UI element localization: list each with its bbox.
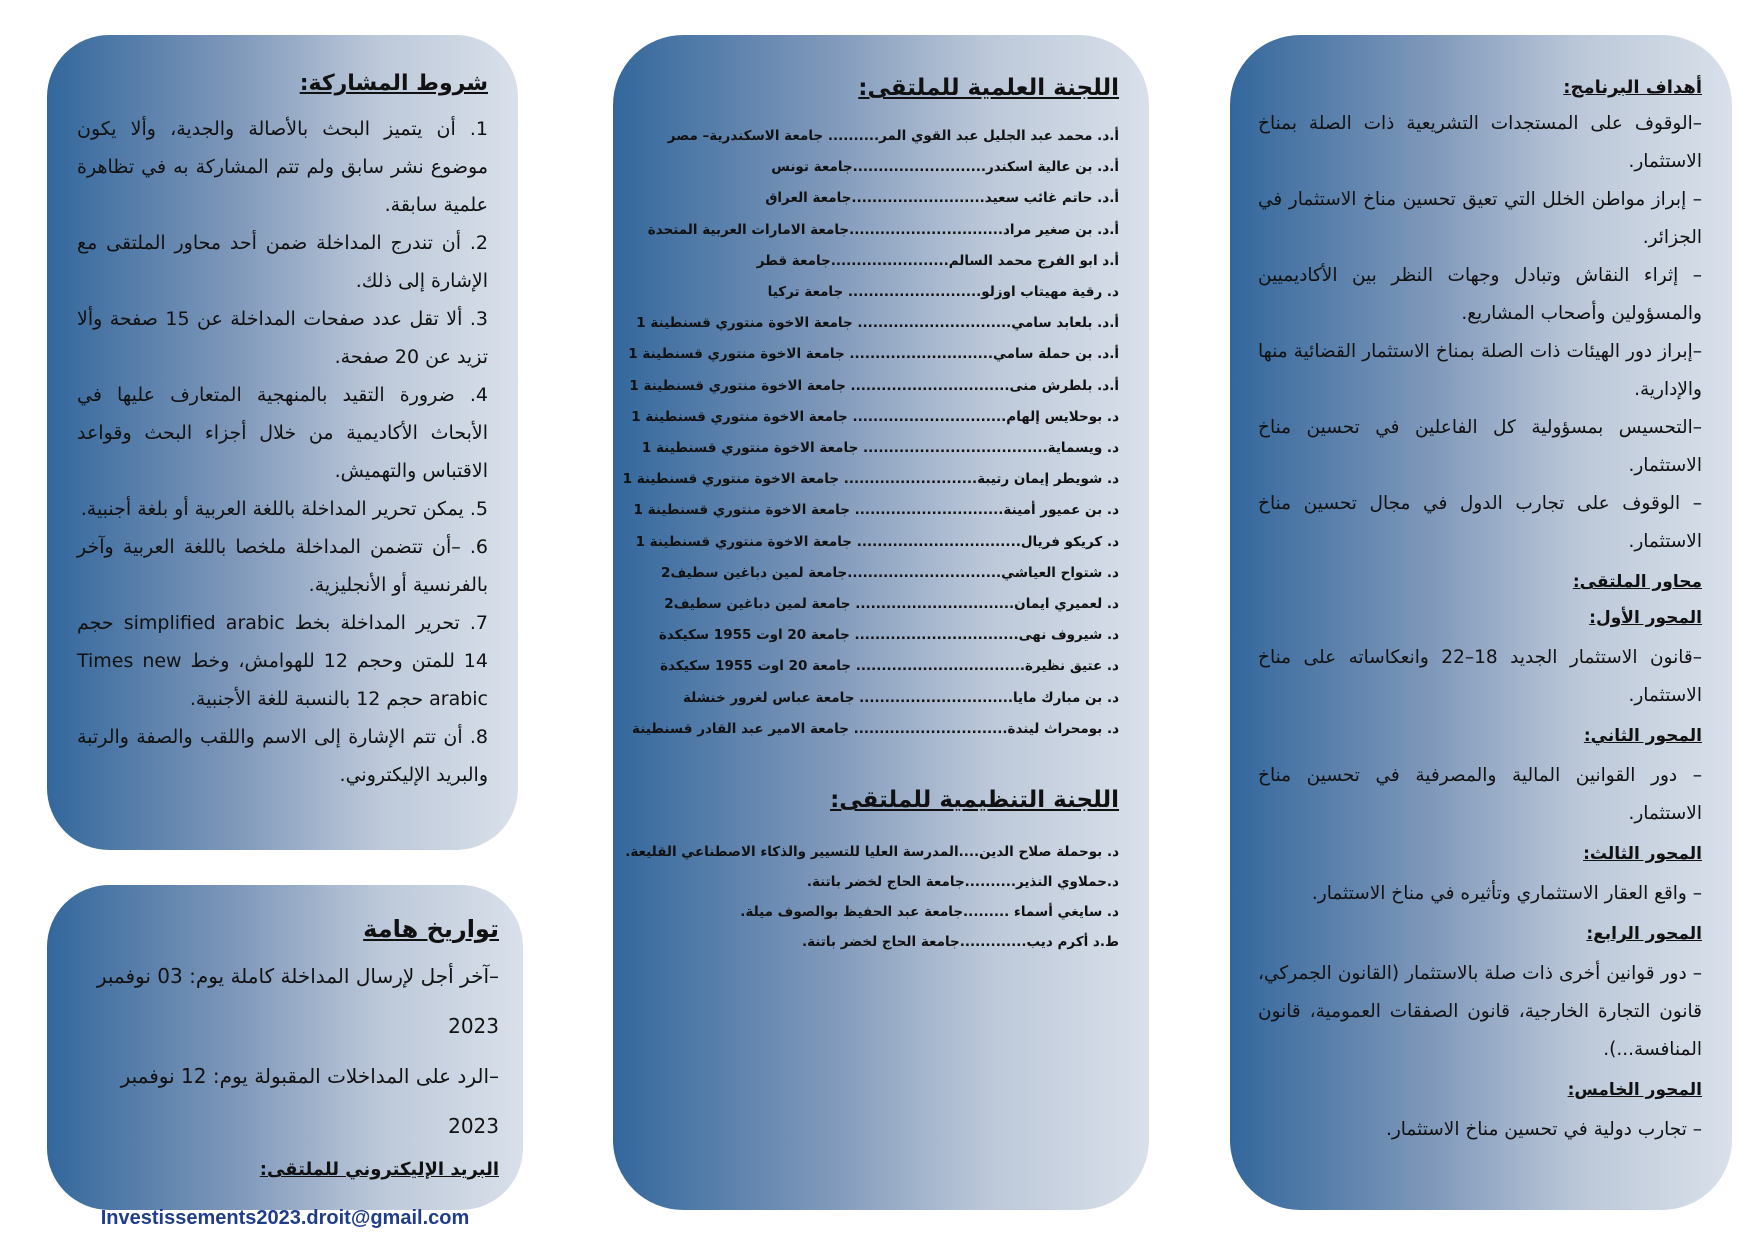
scientific-committee-list — [622, 121, 1119, 745]
committees-panel — [613, 35, 1149, 1210]
organizer-member: ط.د أكرم ديب.............جامعة الحاج لخضر باتنة. — [801, 934, 1119, 951]
email-title: البريد الإليكتروني للملتقى: — [259, 1159, 499, 1180]
committee-member: د. بومحراث ليندة.............................. جامعة الامير عبد القادر قسنطينة — [632, 720, 1119, 737]
committee-member: أ.د. بن حملة سامي............................ جامعة الاخوة منتوري قسنطينة 1 — [628, 346, 1119, 363]
organizer-member: د. سايغي أسماء .........جامعة عبد الحفيظ بوالصوف ميلة. — [740, 904, 1119, 921]
committee-member: د. بن مبارك مايا.............................. جامعة عباس لغرور خنشلة — [683, 689, 1119, 706]
dates-title: تواريخ هامة — [363, 915, 499, 943]
organizer-member: د. بوحملة صلاح الدين....المدرسة العليا للتسيير والذكاء الاصطناعي القليعة. — [625, 844, 1119, 861]
email-link[interactable]: Investissements2023.droit@gmail.com — [100, 1207, 470, 1229]
committee-member: أ.د. بن عالية اسكندر..........................جامعة تونس — [771, 159, 1119, 176]
program-panel — [1230, 35, 1732, 1210]
conditions-panel — [47, 35, 518, 850]
committee-member: د. ويسماية.................................... جامعة الاخوة منتوري قسنطينة 1 — [641, 440, 1119, 457]
committee-member: د. رقية مهيتاب اوزلو.......................... جامعة تركيا — [767, 284, 1119, 301]
condition-item: 5. يمكن تحرير المداخلة باللغة العربية أو بلغة أجنبية. — [80, 498, 488, 520]
axis-text: – دور القوانين المالية والمصرفية في تحسين مناخ الاستثمار. — [1258, 765, 1702, 824]
condition-item: 3. ألا تقل عدد صفحات المداخلة عن 15 صفحة وألا تزيد عن 20 صفحة. — [77, 308, 488, 368]
axis-text: – واقع العقار الاستثماري وتأثيره في مناخ الاستثمار. — [1311, 883, 1702, 904]
goal-item: – الوقوف على تجارب الدول في مجال تحسين مناخ الاستثمار. — [1258, 493, 1702, 552]
axes-title: محاور الملتقى: — [1572, 572, 1702, 592]
axis-title: المحور الثالث: — [1583, 844, 1702, 864]
axis-title: المحور الثاني: — [1583, 726, 1702, 746]
committee-member: د. عتيق نظيرة................................. جامعة 20 اوت 1955 سكيكدة — [660, 658, 1119, 675]
condition-item: 8. أن تتم الإشارة إلى الاسم واللقب والصفة والرتبة والبريد الإليكتروني. — [77, 726, 488, 786]
committee-member: د. شويطر إيمان رتيبة.......................... جامعة الاخوة منتوري قسنطينة 1 — [622, 471, 1119, 488]
condition-item: 2. أن تندرج المداخلة ضمن أحد محاور الملتقى مع الإشارة إلى ذلك. — [77, 232, 488, 292]
committee-member: د. بوحلايس إلهام.............................. جامعة الاخوة منتوري قسنطينة 1 — [631, 408, 1119, 425]
axis-text: – دور قوانين أخرى ذات صلة بالاستثمار (القانون الجمركي، قانون التجارة الخارجية، قانون الصفقات العمومية، قانون المنافسة...). — [1258, 963, 1702, 1060]
goal-item: –الوقوف على المستجدات التشريعية ذات الصلة بمناخ الاستثمار. — [1258, 113, 1702, 172]
organizer-member: د.حملاوي النذير..........جامعة الحاج لخضر باتنة. — [806, 874, 1119, 891]
committee-member: أ.د. محمد عبد الجليل عبد القوي المر.......... جامعة الاسكندرية– مصر — [667, 128, 1119, 144]
condition-item: 1. أن يتميز البحث بالأصالة والجدية، وألا يكون موضوع نشر سابق ولم تتم المشاركة به في تظاهرة علمية سابقة. — [77, 118, 488, 216]
committee-member: أ.د. بلطرش منى............................... جامعة الاخوة منتوري قسنطينة 1 — [629, 377, 1119, 394]
goal-item: –التحسيس بمسؤولية كل الفاعلين في تحسين مناخ الاستثمار. — [1258, 417, 1702, 476]
committee-member: د. لعميري ايمان............................... جامعة لمين دباغين سطيف2 — [664, 596, 1119, 613]
axis-title: المحور الخامس: — [1567, 1080, 1702, 1100]
condition-item: 6. –أن تتضمن المداخلة ملخصا باللغة العربية وآخر بالفرنسية أو الأنجليزية. — [77, 536, 488, 596]
committee-member: د. بن عميور أمينة............................. جامعة الاخوة منتوري قسنطينة 1 — [633, 502, 1119, 519]
date-item: –الرد على المداخلات المقبولة يوم: 12 نوفمبر 2023 — [120, 1064, 499, 1138]
condition-item: 4. ضرورة التقيد بالمنهجية المتعارف عليها في الأبحاث الأكاديمية من خلال أجزاء البحث وقواعد الاقتباس والتهميش. — [77, 384, 488, 482]
conditions-title: شروط المشاركة: — [299, 71, 488, 96]
axis-title: المحور الرابع: — [1586, 924, 1702, 944]
goal-item: –إبراز دور الهيئات ذات الصلة بمناخ الاستثمار القضائية منها والإدارية. — [1258, 341, 1702, 400]
goal-item: – إبراز مواطن الخلل التي تعيق تحسين مناخ الاستثمار في الجزائر. — [1258, 189, 1702, 248]
axis-text: –قانون الاستثمار الجديد 18–22 وانعكاساته على مناخ الاستثمار. — [1258, 647, 1702, 706]
date-item: –آخر أجل لإرسال المداخلة كاملة يوم: 03 نوفمبر 2023 — [96, 964, 499, 1038]
committee-member: د. كريكو فريال................................ جامعة الاخوة منتوري قسنطينة 1 — [635, 533, 1119, 550]
organizing-committee-list — [625, 837, 1119, 957]
committee-member: د. شيروف نهى................................ جامعة 20 اوت 1955 سكيكدة — [658, 627, 1119, 644]
axis-text: – تجارب دولية في تحسين مناخ الاستثمار. — [1385, 1119, 1702, 1140]
condition-item: 7. تحرير المداخلة بخط simplified arabic حجم 14 للمتن وحجم 12 للهوامش، وخط Times new arabic حجم 12 بالنسبة للغة الأجنبية. — [77, 612, 488, 710]
organizing-committee-title: اللجنة التنظيمية للملتقى: — [830, 787, 1119, 814]
goals-title: أهداف البرنامج: — [1563, 77, 1702, 98]
committee-member: أ.د ابو الفرج محمد السالم.......................جامعة قطر — [756, 252, 1119, 269]
dates-panel — [47, 885, 523, 1229]
scientific-committee-title: اللجنة العلمية للملتقى: — [858, 75, 1119, 101]
committee-member: أ.د. بن صغير مراد..............................جامعة الامارات العربية المتحدة — [647, 221, 1119, 238]
axis-title: المحور الأول: — [1589, 608, 1702, 628]
committee-member: أ.د. بلعابد سامي.............................. جامعة الاخوة منتوري قسنطينة 1 — [636, 315, 1119, 332]
committee-member: أ.د. حاتم غائب سعيد..........................جامعة العراق — [765, 190, 1119, 207]
committee-member: د. شتواح العياشي..............................جامعة لمين دباغين سطيف2 — [661, 564, 1119, 581]
goal-item: – إثراء النقاش وتبادل وجهات النظر بين الأكاديميين والمسؤولين وأصحاب المشاريع. — [1258, 265, 1702, 324]
